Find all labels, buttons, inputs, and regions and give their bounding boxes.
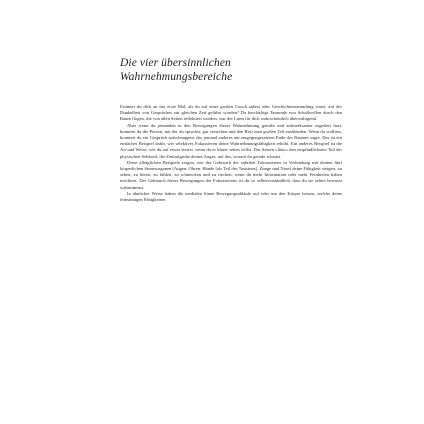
chapter-heading [120, 56, 340, 84]
chapter-title-line-2: Wahrnehmungsbereiche [120, 71, 233, 83]
chapter-title-line-1: Die vier übersinnlichen [120, 57, 231, 69]
paragraph: Diese alltäglichen Beispiele zeigen, wie der Gebrauch der subtilen Fokussierens in Verbindung mit deinen fünf körperlichen Sinnesorganen (Augen, Ohren, Hände [als Teil des Tastsinns], Zunge und Nase) deine Fähigkeit steigert, zu sehen, zu hören, zu fühlen, zu schmecken und zu riechen, wenn du mehr Information oder mehr Feinheiten haben möchtest. Der Gebrauch dieser Bewegungen des Fokussierens ist dir so selbstverständlich, dass du sie selten bewusst wahrnimmst. [120, 159, 342, 190]
paragraph: Aber wenn du jemanden in den Bewegungen dieser Wahrnehmung getrübt und aufmerksamer zugehört hast, konntest du die Person, mit der du sprachst, gut verstehen und den Rest zum großen Teil ausblenden. Wenn du wolltest, konntest du ein Gespräch aufschnappen, das jemand anderes am entgegengesetzten Ende des Raumes sagte. Das ist ein einfaches Beispiel dafür, wie selektives Fokussieren deine Wahrnehmungsfähigkeit erhöht. Ein anderes Beispiel ist die Art und Weise, wie du auf etwas starrst, wenn du es klarer sehen willst. Das Sarren »lässt« den empfindlichsten Teil der physischen Sehkraft, die Zentralgrube deines Auges, auf das, worauf du gerade schaust. [120, 122, 342, 159]
body-text [120, 104, 342, 203]
paragraph: In ähnlicher Weise haben die medialen Sinne Bewegungsabläufe auf oder um den Körper herum, welche deine feinsinnigen Fähigkeiten [120, 190, 342, 203]
paragraph: Erinnert du dich an das erste Mal, als du auf einer großen Couch saßest oder Geschichtensammlung warst, auf der Dunkelheit von Gespräches zur gleichen Zeit geführt wurden? Da beschäftigt Tausende von Schallwellen durch den Raum flogen, die von allen Seiten reflektiert wurden, war der Lärm für dich wahrscheinlich überwältigend. [120, 104, 342, 122]
